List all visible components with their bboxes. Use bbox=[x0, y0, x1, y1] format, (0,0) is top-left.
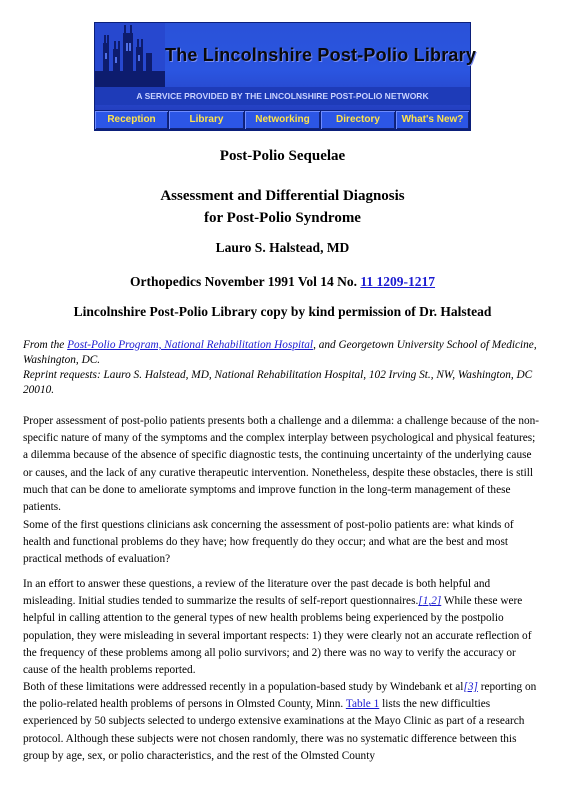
paragraph-1: Proper assessment of post-polio patients presents both a challenge and a dilemma: a challenge because of the non-specific nature of many of the symptoms and the complex interplay between psychological and physical features; a dilemma because of the absence of specific diagnostic tests, the continuing uncertainty of the underlying cause or causes, and the lack of any curative therapeutic intervention. Nonetheless, despite these obstacles, there is still much that can be done to ameliorate symptoms and improve function in the long-term management of these patients. bbox=[23, 415, 540, 514]
citation-link[interactable]: 11 1209-1217 bbox=[360, 274, 436, 289]
paragraph-4-text-c: lists the new difficulties experienced by 50 subjects selected to undergo extensive examinations at the Mayo Clinic as part of a research protocol. Although these subjects were not chosen randomly, there was no systematic difference between this group by age, sex, or polio characteristics, and the rest of the Olmsted County bbox=[23, 698, 525, 762]
citation bbox=[0, 274, 565, 290]
banner-subtitle: A SERVICE PROVIDED BY THE LINCOLNSHIRE POST-POLIO NETWORK bbox=[95, 87, 470, 105]
credits bbox=[23, 338, 543, 398]
paragraph-3 bbox=[23, 576, 543, 679]
reference-3-link[interactable]: [3] bbox=[463, 681, 478, 693]
paragraph-4-text-a: Both of these limitations were addressed recently in a population-based study by Windebank et al bbox=[23, 681, 464, 693]
reference-2-link[interactable]: 2 bbox=[431, 595, 437, 608]
credits-from-suffix: , and Georgetown University School of Medicine, Washington, DC. bbox=[23, 339, 537, 366]
nav-library[interactable]: Library bbox=[169, 111, 244, 129]
article-title-line1: Assessment and Differential Diagnosis bbox=[160, 188, 405, 204]
banner-header bbox=[95, 23, 477, 110]
nav-reception[interactable]: Reception bbox=[95, 111, 168, 129]
banner-title: The Lincolnshire Post-Polio Library bbox=[165, 45, 477, 65]
program-link[interactable]: Post-Polio Program, National Rehabilitation Hospital bbox=[67, 339, 314, 351]
ref-bracket-close[interactable]: ] bbox=[436, 595, 442, 608]
reprint-requests: Reprint requests: Lauro S. Halstead, MD, National Rehabilitation Hospital, 102 Irving St., NW, Washington, DC 20010. bbox=[23, 369, 533, 396]
paragraph-4-text-b: reporting on the polio-related health problems of persons in Olmsted County, Minn. bbox=[23, 681, 537, 711]
citation-text: Orthopedics November 1991 Vol 14 No. bbox=[129, 274, 361, 289]
credits-from-prefix: From the bbox=[23, 339, 68, 351]
main-nav bbox=[95, 110, 470, 130]
article-title bbox=[0, 185, 565, 229]
cathedral-logo-icon bbox=[95, 23, 165, 87]
author: Lauro S. Halstead, MD bbox=[215, 240, 350, 255]
table-1-link[interactable]: Table 1 bbox=[345, 698, 380, 711]
paragraph-4 bbox=[23, 679, 543, 765]
article-title-line2: for Post-Polio Syndrome bbox=[204, 210, 361, 226]
paragraph-3-text-b: While these were helpful in calling attention to the general types of new health problems being experienced by the postpolio population, they were misleading in several important respects: 1) they were clearly not an accurate reflection of the frequency of these problems among all polio survivors; and 2) there was no way to verify the accuracy or cause of the health problems reported. bbox=[23, 595, 532, 677]
nav-whats-new[interactable]: What's New? bbox=[396, 111, 469, 129]
nav-directory[interactable]: Directory bbox=[321, 111, 395, 129]
ref-separator[interactable]: , bbox=[428, 595, 432, 608]
series-heading: Post-Polio Sequelae bbox=[219, 148, 346, 164]
paragraph-2: Some of the first questions clinicians ask concerning the assessment of post-polio patients are: what kinds of health and functional problems do they have; how frequently do they occur; and what are the best and most practical methods of evaluation? bbox=[23, 519, 514, 566]
library-banner bbox=[94, 22, 477, 131]
nav-networking[interactable]: Networking bbox=[245, 111, 320, 129]
reference-1-link[interactable]: 1 bbox=[422, 595, 429, 608]
paragraph-3-text-a: In an effort to answer these questions, a review of the literature over the past decade is both helpful and misleading. Initial studies tended to summarize the results of self-report questionnaires. bbox=[23, 578, 491, 608]
copy-note: Lincolnshire Post-Polio Library copy by kind permission of Dr. Halstead bbox=[73, 304, 492, 319]
ref-bracket-open[interactable]: [ bbox=[418, 595, 423, 608]
